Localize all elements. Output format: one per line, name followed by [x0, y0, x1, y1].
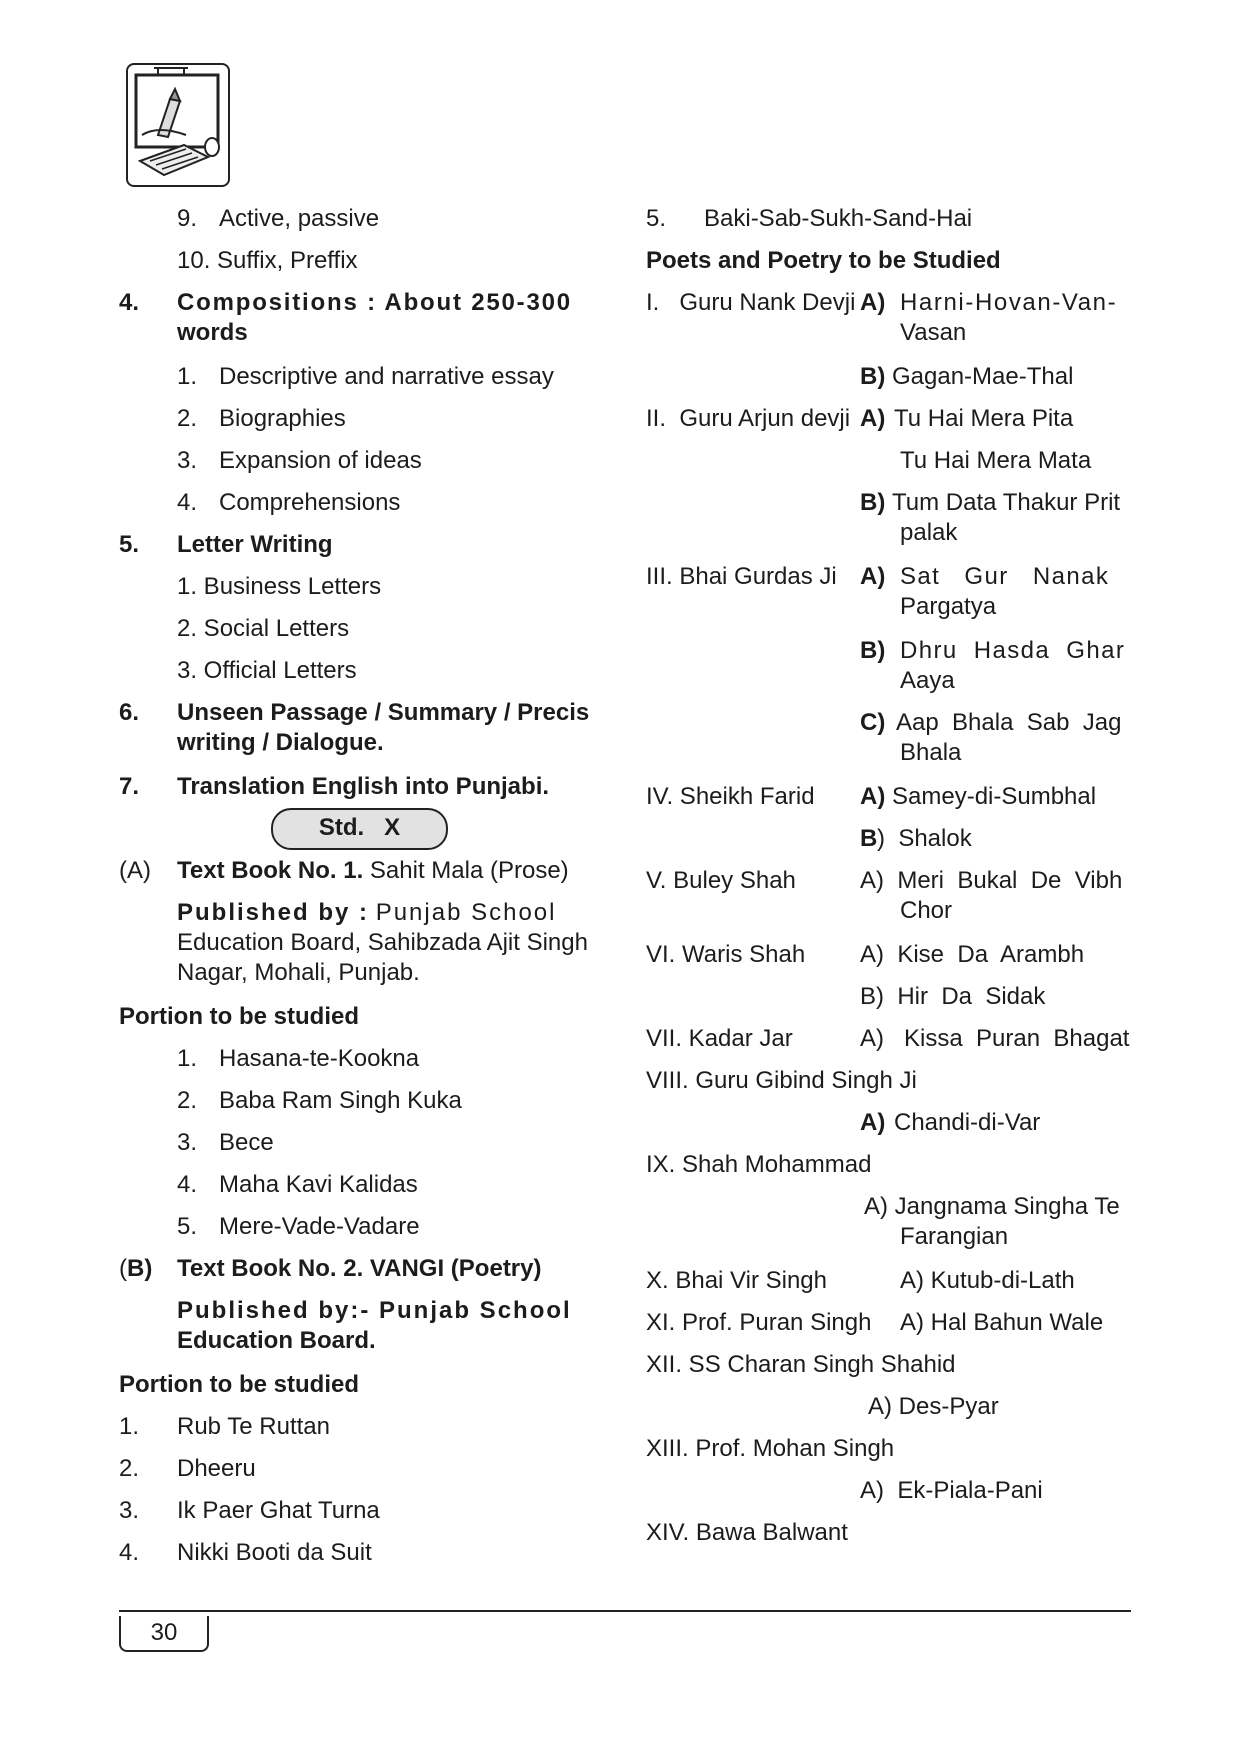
page-number: 30 — [119, 1616, 209, 1652]
poem-title: Aap Bhala Sab Jag — [896, 709, 1122, 736]
poem-title: Tum Data Thakur Prit — [892, 489, 1121, 516]
item-number: 5. — [177, 1213, 198, 1240]
poet-name: III. Bhai Gurdas Ji — [646, 563, 837, 590]
poem-title: Tu Hai Mera Pita — [894, 405, 1074, 432]
section-number: 6. — [119, 699, 140, 726]
poem-title: A) Kutub-di-Lath — [900, 1267, 1075, 1294]
poets-heading: Poets and Poetry to be Studied — [646, 247, 1001, 274]
poet-name: II. Guru Arjun devji — [646, 405, 851, 432]
poet-name: IV. Sheikh Farid — [646, 783, 815, 810]
textbook-title: Text Book No. 2. VANGI (Poetry) — [177, 1255, 542, 1282]
portion-heading: Portion to be studied — [119, 1371, 359, 1398]
footer-divider — [119, 1610, 1131, 1612]
textbook-title — [177, 856, 569, 886]
item-marker: (A) — [119, 857, 151, 884]
poet-name: V. Buley Shah — [646, 867, 796, 894]
section-number: 5. — [119, 531, 140, 558]
section-heading-continued: writing / Dialogue. — [177, 729, 384, 756]
list-item: 2. Social Letters — [177, 615, 350, 642]
poet-name: VIII. Guru Gibind Singh Ji — [646, 1067, 917, 1094]
item-number: 2. — [177, 405, 198, 432]
portion-heading: Portion to be studied — [119, 1003, 359, 1030]
list-item: Hasana-te-Kookna — [219, 1045, 420, 1072]
poem-title-continued: Farangian — [900, 1223, 1009, 1250]
list-item: Ik Paer Ghat Turna — [177, 1497, 380, 1524]
section-heading: Compositions : About 250-300 — [177, 289, 572, 316]
item-number: 2. — [177, 1087, 198, 1114]
item-number: 3. — [119, 1497, 140, 1524]
poet-name: VI. Waris Shah — [646, 941, 806, 968]
publisher-line: Education Board, Sahibzada Ajit Singh — [177, 929, 588, 956]
poem-title: A) Jangnama Singha Te — [864, 1193, 1120, 1220]
poet-name: XII. SS Charan Singh Shahid — [646, 1351, 956, 1378]
poem-title: Sat Gur Nanak — [900, 563, 1110, 590]
list-item: Descriptive and narrative essay — [219, 363, 554, 390]
poem-title: Harni-Hovan-Van- — [900, 289, 1118, 316]
poem-marker: A) — [860, 1109, 886, 1136]
poet-name: XI. Prof. Puran Singh — [646, 1309, 872, 1336]
poet-name: VII. Kadar Jar — [646, 1025, 793, 1052]
poem-title: A) Des-Pyar — [868, 1393, 999, 1420]
list-item: 10. Suffix, Preffix — [177, 247, 358, 274]
publisher-line — [177, 898, 556, 928]
publisher-line: Education Board. — [177, 1327, 376, 1354]
textbook-title-bold: Text Book No. 1. — [177, 857, 364, 884]
poem-title: Dhru Hasda Ghar — [900, 637, 1126, 664]
computer-drawing-icon — [126, 63, 230, 187]
poem-marker: A) — [860, 563, 886, 590]
item-marker-paren: ( — [119, 1255, 127, 1282]
item-marker — [119, 1254, 152, 1284]
poem-title-continued: palak — [900, 519, 958, 546]
item-number: 3. — [177, 1129, 198, 1156]
poem-title: A) Meri Bukal De Vibh — [860, 867, 1123, 894]
list-item: 1. Business Letters — [177, 573, 382, 600]
poem-marker: B) — [860, 637, 886, 664]
poem-title: A) Ek-Piala-Pani — [860, 1477, 1043, 1504]
publisher-line: Nagar, Mohali, Punjab. — [177, 959, 420, 986]
section-number: 4. — [119, 289, 140, 316]
poem-marker: A) — [860, 289, 886, 316]
poem-marker: C) — [860, 709, 886, 736]
poem-marker: A) — [860, 405, 886, 432]
section-number: 7. — [119, 773, 140, 800]
poet-name: XIII. Prof. Mohan Singh — [646, 1435, 895, 1462]
poet-name: IX. Shah Mohammad — [646, 1151, 872, 1178]
poem-title: Samey-di-Sumbhal — [892, 783, 1097, 810]
section-heading: Translation English into Punjabi. — [177, 773, 550, 800]
item-number: 4. — [177, 1171, 198, 1198]
list-item: Dheeru — [177, 1455, 256, 1482]
poem-title: B) Hir Da Sidak — [860, 983, 1046, 1010]
section-heading: Letter Writing — [177, 531, 333, 558]
std-badge: Std. X — [271, 808, 448, 850]
item-number: 5. — [646, 205, 667, 232]
poem-title-continued: Chor — [900, 897, 953, 924]
textbook-title-rest: Sahit Mala (Prose) — [369, 857, 569, 884]
list-item: Baba Ram Singh Kuka — [219, 1087, 462, 1114]
list-item: 3. Official Letters — [177, 657, 357, 684]
section-heading-continued: words — [177, 319, 248, 346]
poem-title: A) Kissa Puran Bhagat — [860, 1025, 1130, 1052]
list-item: Expansion of ideas — [219, 447, 422, 474]
item-number: 4. — [177, 489, 198, 516]
list-item: Nikki Booti da Suit — [177, 1539, 372, 1566]
poem-title: ) Shalok — [877, 825, 972, 852]
poem-title: A) Kise Da Arambh — [860, 941, 1085, 968]
list-item: Comprehensions — [219, 489, 401, 516]
poem-title-continued: Tu Hai Mera Mata — [900, 447, 1092, 474]
item-number: 4. — [119, 1539, 140, 1566]
poem-marker: B) — [860, 489, 886, 516]
poem-title-continued: Bhala — [900, 739, 962, 766]
poet-name: X. Bhai Vir Singh — [646, 1267, 827, 1294]
poem-title: Chandi-di-Var — [894, 1109, 1041, 1136]
item-number: 3. — [177, 447, 198, 474]
poem-marker: B — [860, 825, 878, 852]
item-number: 1. — [177, 363, 198, 390]
poem-title: Gagan-Mae-Thal — [892, 363, 1074, 390]
list-item: Biographies — [219, 405, 346, 432]
list-item: Rub Te Ruttan — [177, 1413, 330, 1440]
list-item: Bece — [219, 1129, 274, 1156]
item-number: 1. — [119, 1413, 140, 1440]
section-heading: Unseen Passage / Summary / Precis — [177, 699, 590, 726]
list-item: Mere-Vade-Vadare — [219, 1213, 420, 1240]
poem-marker: A) — [860, 783, 886, 810]
item-number: 1. — [177, 1045, 198, 1072]
poem-marker: B) — [860, 363, 886, 390]
poem-title-continued: Aaya — [900, 667, 955, 694]
publisher-line: Published by:- Punjab School — [177, 1297, 572, 1324]
publisher-name: Punjab School — [375, 899, 557, 926]
poem-title: A) Hal Bahun Wale — [900, 1309, 1104, 1336]
poem-title-continued: Pargatya — [900, 593, 997, 620]
list-item: Baki-Sab-Sukh-Sand-Hai — [704, 205, 973, 232]
poet-name: XIV. Bawa Balwant — [646, 1519, 848, 1546]
item-number: 9. — [177, 205, 198, 232]
poet-name: I. Guru Nank Devji — [646, 289, 856, 316]
item-number: 2. — [119, 1455, 140, 1482]
publisher-label: Published by : — [177, 899, 370, 926]
poem-title-continued: Vasan — [900, 319, 967, 346]
list-item: Active, passive — [219, 205, 380, 232]
list-item: Maha Kavi Kalidas — [219, 1171, 418, 1198]
item-marker-letter: B) — [127, 1255, 153, 1282]
